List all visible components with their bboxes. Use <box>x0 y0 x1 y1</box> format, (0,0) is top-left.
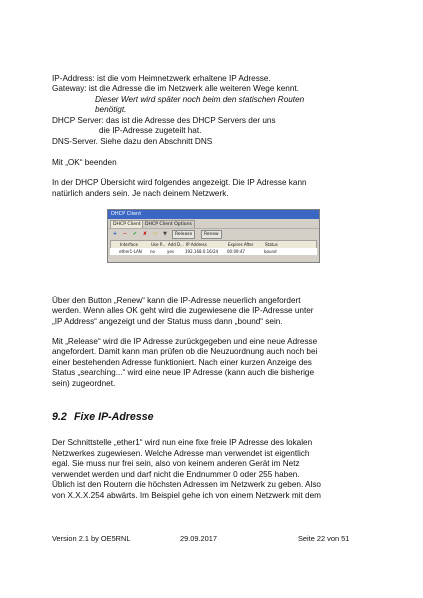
text-line: angefordert. Damit kann man prüfen ob die Neuzuordnung auch noch bei <box>52 347 318 356</box>
text-line: Netzwerkes zugewiesen. Welche Adresse man verwendet ist eigentlich <box>52 449 310 458</box>
text-line: benötigt. <box>95 105 127 114</box>
table-cell: no <box>150 249 155 254</box>
text-line: DNS-Server. Siehe dazu den Abschnitt DNS <box>52 137 213 146</box>
section-number: 9.2 <box>52 411 67 423</box>
text-line: Mit „Release“ wird die IP Adresse zurückgegeben und eine neue Adresse <box>52 337 318 346</box>
text-line: Üblich ist den Routern die höchsten Adressen im Netzwerk zu geben. Also <box>52 480 321 489</box>
text-line: von X.X.X.254 abwärts. Im Beispiel gehe ich von einem Netzwerk mit dem <box>52 491 321 500</box>
section-title: Fixe IP-Adresse <box>74 411 154 423</box>
table-row[interactable] <box>110 248 317 255</box>
text-line: Mit „OK“ beenden <box>52 158 117 167</box>
dhcp-client-screenshot <box>107 209 320 263</box>
release-button[interactable]: Release <box>172 230 195 239</box>
text-line: Der Schnittstelle „ether1“ wird nun eine fixe freie IP Adresse des lokalen <box>52 438 313 447</box>
text-line: „IP Address“ angezeigt und der Status muss dann „bound“ sein. <box>52 317 283 326</box>
disable-icon[interactable]: ✘ <box>142 231 148 237</box>
text-line: verwendet werden und darf nicht die Endnummer 0 oder 255 haben. <box>52 470 300 479</box>
add-icon[interactable]: + <box>112 231 118 237</box>
filter-icon[interactable]: ▼ <box>163 231 167 237</box>
column-header[interactable]: Use P... <box>151 242 166 247</box>
text-line: In der DHCP Übersicht wird folgendes angezeigt. Die IP Adresse kann <box>52 178 307 187</box>
text-line: Über den Button „Renew“ kann die IP-Adresse neuerlich angefordert <box>52 296 301 305</box>
table-cell: 192.168.0.16/24 <box>185 249 219 254</box>
footer-page: Seite 22 von 51 <box>298 534 350 543</box>
column-header[interactable]: Expires After <box>228 242 254 247</box>
toolbar <box>108 228 319 239</box>
table-cell: ether1-LAN <box>119 249 142 254</box>
text-line: sein) zugeordnet. <box>52 379 116 388</box>
text-line: Status „searching...“ wird eine neue IP Adresse (kann auch die bisherige <box>52 368 314 377</box>
tab-dhcp-client[interactable]: DHCP Client <box>110 220 144 229</box>
text-line: IP-Address: ist die vom Heimnetzwerk erhaltene IP Adresse. <box>52 74 271 83</box>
text-line: natürlich anders sein. Je nach deinem Netzwerk. <box>52 189 229 198</box>
tab-bar <box>108 219 319 228</box>
text-line: einer bestehenden Adresse funktioniert. Nach einer kurzen Anzeige des <box>52 358 312 367</box>
footer-date: 29.09.2017 <box>180 534 217 543</box>
text-line: DHCP Server: das ist die Adresse des DHCP Servers der uns <box>52 116 276 125</box>
column-header[interactable]: Add D... <box>168 242 184 247</box>
footer-version: Version 2.1 by OE5RNL <box>52 534 131 543</box>
tab-dhcp-client-options[interactable]: DHCP Client Options <box>142 220 195 229</box>
section-heading <box>52 411 154 423</box>
comment-icon[interactable]: ▭ <box>152 231 158 237</box>
column-header[interactable]: Interface <box>120 242 138 247</box>
table-cell: yes <box>167 249 174 254</box>
window-title: DHCP Client <box>108 210 319 219</box>
remove-icon[interactable]: − <box>122 231 128 237</box>
table-cell: bound <box>264 249 277 254</box>
text-line: Dieser Wert wird später noch beim den statischen Routen <box>95 95 305 104</box>
text-line: werden. Wenn alles OK geht wird die zugewiesene die IP-Adresse unter <box>52 306 314 315</box>
text-line: Gateway: ist die Adresse die im Netzwerk alle weiteren Wege kennt. <box>52 84 299 93</box>
table-cell: 00:09:47 <box>227 249 245 254</box>
enable-icon[interactable]: ✔ <box>132 231 138 237</box>
text-line: die IP-Adresse zugeteilt hat. <box>99 126 202 135</box>
renew-button[interactable]: Renew <box>201 230 222 239</box>
column-header[interactable]: Status <box>265 242 278 247</box>
text-line: egal. Sie muss nur frei sein, also von keinem anderen Gerät im Netz <box>52 459 300 468</box>
column-header[interactable]: IP Address <box>186 242 207 247</box>
